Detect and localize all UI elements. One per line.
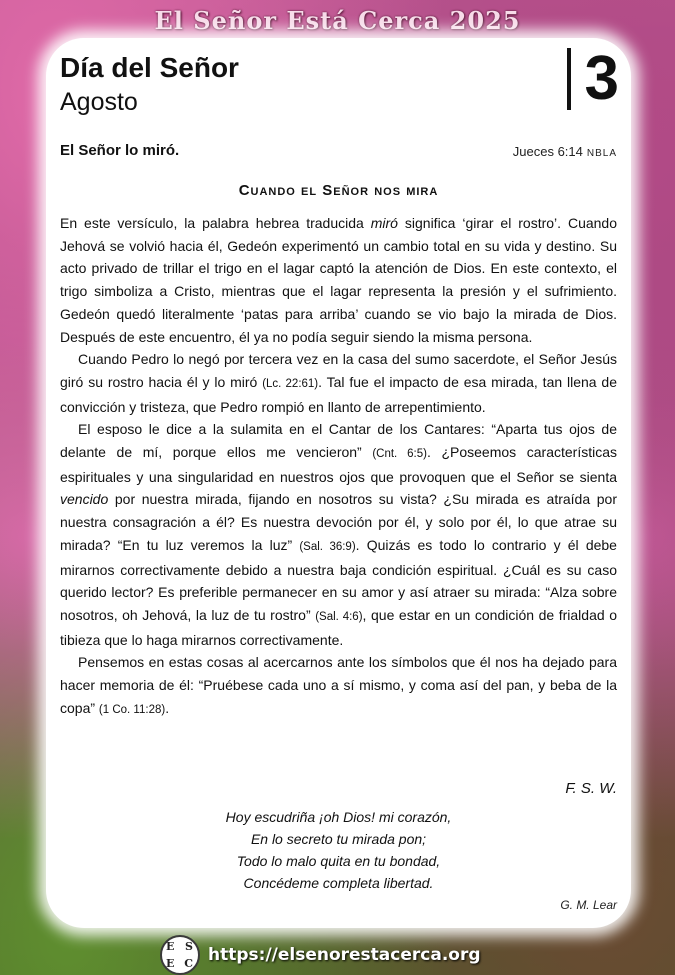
paragraph-text: . ¿Poseemos características espirituales y una singularidad en nuestros ojos que provoquen que el Señor se sienta [60,444,617,485]
site-logo-icon [160,935,200,975]
poem-line: Todo lo malo quita en tu bondad, [236,853,441,869]
paragraph-text: . [165,699,170,716]
bible-version: NBLA [586,148,617,159]
article-paragraph [60,212,617,348]
article-paragraph [60,651,617,721]
paragraph-text: significa ‘girar el rostro’. Cuando Jehová se volvió hacia él, Gedeón experimentó un cambio total en su vida y destino. Su acto privado de trillar el trigo en el lagar captó la atención de Dios. En este contexto, el trigo simboliza a Cristo, mientras que el lagar representa la presión y el sufrimiento. Gedeón quedó literalmente ‘patas para arriba’ cuando se vio bajo la mirada de Dios. Después de este encuentro, él ya no podía seguir siendo la misma persona. [60,215,617,345]
paragraph-text: El esposo le dice a la sulamita en el Cantar de los Cantares: “Aparta tus ojos de delante de mí, porque ellos me vencieron” [60,421,617,461]
emphasis-text: vencido [60,491,109,508]
scripture-reference: (Lc. 22:61) [262,377,319,390]
article-paragraph [60,348,617,418]
logo-letter: E [166,957,175,970]
scripture-reference: (1 Co. 11:28) [98,703,166,716]
month-label: Agosto [60,88,138,116]
day-label: Día del Señor [60,52,239,83]
paragraph-text: Cuando Pedro lo negó por tercera vez en la casa del sumo sacerdote, el Señor Jesús giró su rostro hacia él y lo miró [60,351,617,390]
scripture-reference: (Cnt. 6:5) [372,448,427,461]
book-title: El Señor Está Cerca 2025 [154,6,521,35]
day-number: 3 [567,48,619,110]
article-body [60,212,617,721]
scripture-reference: (Sal. 4:6) [315,610,363,623]
emphasis-text: miró [370,215,398,231]
verse-citation: Jueces 6:14 [512,144,583,159]
paragraph-text: . Tal fue el impacto de esa mirada, tan llena de convicción y tristeza, que Pedro rompió en llanto de arrepentimiento. [60,373,617,415]
scripture-reference: (Sal. 36:9) [299,540,356,553]
website-link[interactable]: https://elsenorestacerca.org [208,945,481,965]
poem [60,806,617,894]
article-title: Cuando el Señor nos mira [238,182,439,199]
poem-author: G. M. Lear [560,898,617,912]
article-signature: F. S. W. [565,780,617,797]
logo-letter: E [166,940,175,953]
poem-line: Hoy escudriña ¡oh Dios! mi corazón, [225,809,452,825]
paragraph-text: . Quizás es todo lo contrario y él debe mirarnos correctivamente debido a nuestra baja condición espiritual. ¿Cuál es su caso querido lector? Es preferible permanecer en su amor y así atraer su mirada: “Alza sobre nosotros, oh Jehová, la luz de tu rostro” [60,536,617,623]
logo-letter: C [184,957,193,970]
poem-line: Concédeme completa libertad. [243,875,434,891]
paragraph-text: En este versículo, la palabra hebrea traducida [60,215,371,231]
poem-line: En lo secreto tu mirada pon; [250,831,427,847]
logo-letter: S [185,940,193,953]
paragraph-text: Pensemos en estas cosas al acercarnos ante los símbolos que él nos ha dejado para hacer memoria de él: “Pruébese cada uno a sí mismo, y coma así del pan, y beba de la copa” [60,654,617,716]
paragraph-text: , que estar en un condición de frialdad o tibieza que lo haga mirarnos correctivamente. [60,606,617,648]
paragraph-text: por nuestra mirada, fijando en nosotros su vista? ¿Su mirada es atraída por nuestra consagración a él? Es nuestra devoción por él, y solo por él, lo que atrae su mirada? “En tu luz veremos la luz” [60,491,617,553]
verse-text: El Señor lo miró. [60,142,180,159]
verse-reference [513,144,617,159]
footer [160,935,481,975]
article-paragraph [60,418,617,651]
